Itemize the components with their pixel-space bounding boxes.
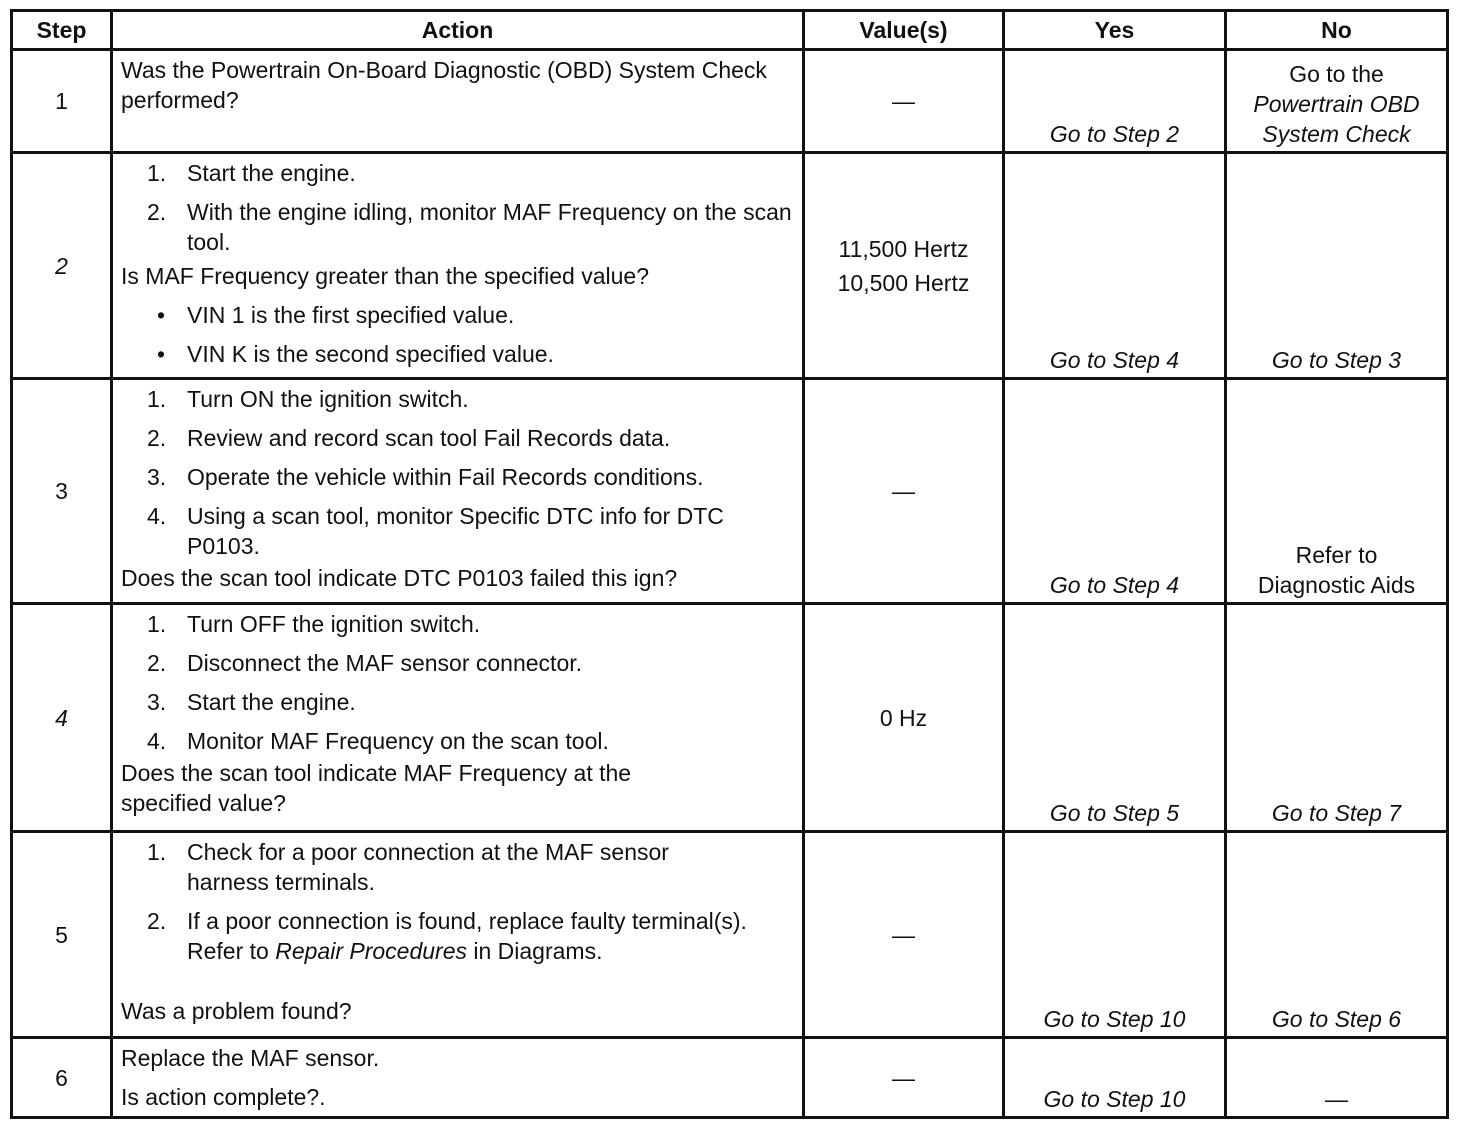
value-cell: 0 Hz xyxy=(804,604,1004,832)
no-cell: — xyxy=(1226,1038,1448,1118)
table-row xyxy=(12,832,1448,1038)
step-number: 3 xyxy=(12,379,112,604)
value-vin-1: 11,500 Hertz xyxy=(838,235,969,262)
list-item: • VIN 1 is the first specified value. xyxy=(157,302,515,328)
table-row xyxy=(12,604,1448,832)
no-cell: Go to Step 7 xyxy=(1226,604,1448,832)
action-question: Was the Powertrain On-Board Diagnostic (OBD) System Check performed? xyxy=(121,57,767,113)
table-row xyxy=(12,1038,1448,1118)
action-cell xyxy=(112,832,804,1038)
value-cell: — xyxy=(804,379,1004,604)
yes-cell: Go to Step 10 xyxy=(1004,832,1226,1038)
action-cell xyxy=(112,379,804,604)
yes-cell: Go to Step 4 xyxy=(1004,153,1226,379)
diagnostic-table xyxy=(10,9,1449,1119)
action-cell xyxy=(112,50,804,153)
action-cell xyxy=(112,1038,804,1118)
list-item: 3. Start the engine. xyxy=(147,689,356,715)
list-item: 1. Turn OFF the ignition switch. xyxy=(147,611,481,637)
action-steps xyxy=(121,837,796,966)
step-number: 6 xyxy=(12,1038,112,1118)
value-cell: — xyxy=(804,1038,1004,1118)
action-question: Is action complete?. xyxy=(121,1084,326,1110)
no-cell: Go to Step 6 xyxy=(1226,832,1448,1038)
no-cell: Refer to Diagnostic Aids xyxy=(1226,379,1448,604)
value-cell: — xyxy=(804,832,1004,1038)
step-number: 2 xyxy=(12,153,112,379)
value-cell xyxy=(804,153,1004,379)
list-item: • VIN K is the second specified value. xyxy=(157,341,554,367)
header-values: Value(s) xyxy=(804,11,1004,50)
header-step: Step xyxy=(12,11,112,50)
action-cell xyxy=(112,153,804,379)
list-item: 1. Turn ON the ignition switch. xyxy=(147,386,469,412)
yes-cell: Go to Step 5 xyxy=(1004,604,1226,832)
no-reference: Powertrain OBD System Check xyxy=(1253,91,1420,147)
no-cell xyxy=(1226,50,1448,153)
action-question: Does the scan tool indicate MAF Frequency at the specified value? xyxy=(121,760,632,816)
action-bullets xyxy=(121,300,796,369)
list-item: 4. Using a scan tool, monitor Specific DTC info for DTC P0103. xyxy=(147,503,724,559)
list-item: 2. With the engine idling, monitor MAF Frequency on the scan tool. xyxy=(147,199,792,255)
table-row xyxy=(12,153,1448,379)
action-steps xyxy=(121,158,796,257)
list-item: 2. Review and record scan tool Fail Records data. xyxy=(147,425,671,451)
list-item: 4. Monitor MAF Frequency on the scan tool. xyxy=(147,728,609,754)
table-row xyxy=(12,379,1448,604)
action-steps xyxy=(121,384,796,561)
yes-cell: Go to Step 10 xyxy=(1004,1038,1226,1118)
no-cell: Go to Step 3 xyxy=(1226,153,1448,379)
action-question: Is MAF Frequency greater than the specified value? xyxy=(121,263,650,289)
header-action: Action xyxy=(112,11,804,50)
list-item: 1. Start the engine. xyxy=(147,160,356,186)
action-question: Was a problem found? xyxy=(121,998,352,1024)
step-number: 1 xyxy=(12,50,112,153)
header-yes: Yes xyxy=(1004,11,1226,50)
header-row xyxy=(12,11,1448,50)
value-vin-k: 10,500 Hertz xyxy=(837,269,970,296)
step-number: 5 xyxy=(12,832,112,1038)
value-cell: — xyxy=(804,50,1004,153)
list-item: 2. If a poor connection is found, replace faulty terminal(s). Refer to Repair Procedures in Diagrams. xyxy=(147,908,747,964)
action-question: Does the scan tool indicate DTC P0103 failed this ign? xyxy=(121,565,678,591)
yes-cell: Go to Step 2 xyxy=(1004,50,1226,153)
yes-cell: Go to Step 4 xyxy=(1004,379,1226,604)
list-item: 1. Check for a poor connection at the MAF sensor harness terminals. xyxy=(147,839,669,895)
action-cell xyxy=(112,604,804,832)
action-text: Replace the MAF sensor. xyxy=(121,1045,380,1071)
step-number: 4 xyxy=(12,604,112,832)
list-item: 2. Disconnect the MAF sensor connector. xyxy=(147,650,583,676)
table-row xyxy=(12,50,1448,153)
list-item: 3. Operate the vehicle within Fail Records conditions. xyxy=(147,464,704,490)
no-text: Go to the xyxy=(1289,61,1384,87)
action-steps xyxy=(121,609,796,756)
header-no: No xyxy=(1226,11,1448,50)
